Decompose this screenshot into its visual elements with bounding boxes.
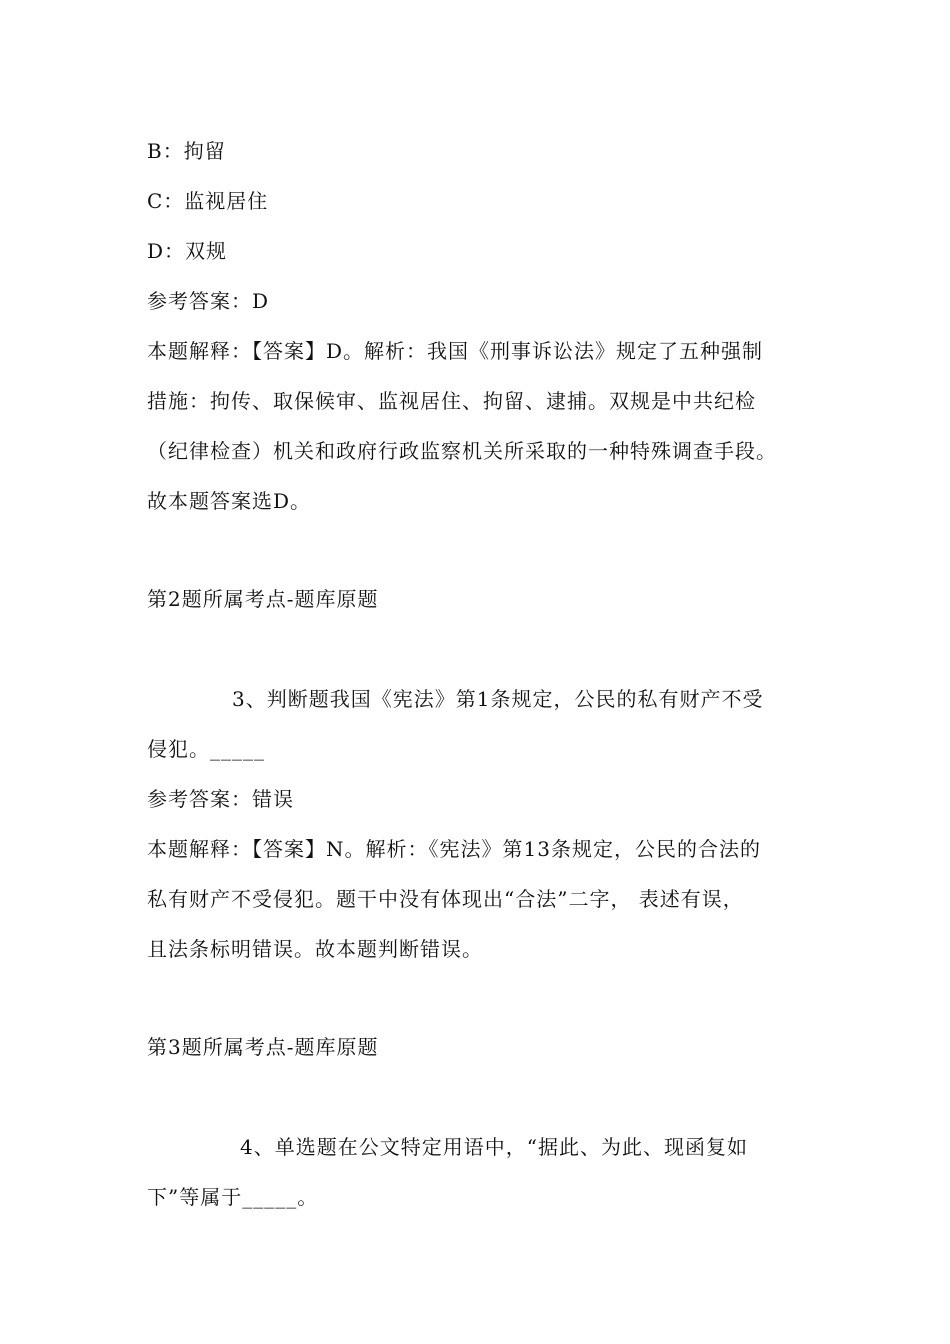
q3-answer: 参考答案：错误 <box>147 787 294 811</box>
q2-explanation-line: 本题解释：【答案】D。解析：我国《刑事诉讼法》规定了五种强制 <box>147 339 764 363</box>
q3-explanation-line: 且法条标明错误。故本题判断错误。 <box>147 937 483 961</box>
q2-option-c: C：监视居住 <box>147 189 269 213</box>
q4-question-line: 4、单选题在公文特定用语中，“据此、为此、现函复如 <box>240 1135 748 1159</box>
q2-answer: 参考答案：D <box>147 289 270 313</box>
q3-topic: 第3题所属考点-题库原题 <box>147 1035 379 1059</box>
q2-explanation-line: （纪律检查）机关和政府行政监察机关所采取的一种特殊调查手段。 <box>147 439 777 463</box>
q2-option-b: B：拘留 <box>147 139 226 163</box>
q2-explanation-line: 措施：拘传、取保候审、监视居住、拘留、逮捕。双规是中共纪检 <box>147 389 756 413</box>
q4-question-line: 下”等属于_____。 <box>147 1185 319 1209</box>
q3-explanation-line: 私有财产不受侵犯。题干中没有体现出“合法”二字， 表述有误， <box>147 887 744 911</box>
q3-question-line: 侵犯。_____ <box>147 737 265 761</box>
q2-explanation-line: 故本题答案选D。 <box>147 489 312 513</box>
q2-topic: 第2题所属考点-题库原题 <box>147 587 379 611</box>
q3-explanation-line: 本题解释：【答案】N。解析：《宪法》第13条规定，公民的合法的 <box>147 837 761 861</box>
q3-question-line: 3、判断题我国《宪法》第1条规定，公民的私有财产不受 <box>232 687 764 711</box>
q2-option-d: D：双规 <box>147 239 228 263</box>
